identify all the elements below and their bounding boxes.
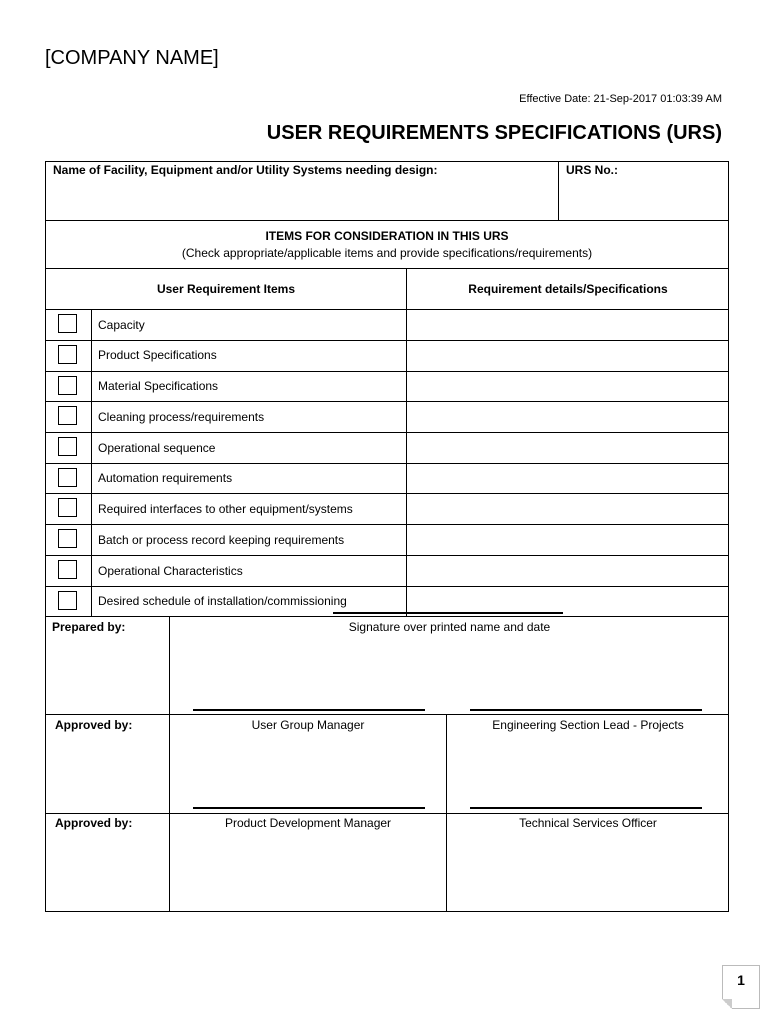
item-label: Material Specifications (98, 379, 219, 393)
item-label: Capacity (98, 318, 145, 332)
consideration-title: ITEMS FOR CONSIDERATION IN THIS URS (265, 229, 509, 243)
item-checkbox[interactable] (58, 437, 77, 456)
divider-line (45, 268, 729, 269)
technical-services-caption: Technical Services Officer (519, 816, 657, 830)
column-header-details: Requirement details/Specifications (468, 282, 668, 296)
product-dev-manager-caption: Product Development Manager (224, 816, 392, 830)
divider-line (45, 555, 729, 556)
item-checkbox[interactable] (58, 406, 77, 425)
item-checkbox[interactable] (58, 498, 77, 517)
item-checkbox[interactable] (58, 376, 77, 395)
item-label: Batch or process record keeping requirements (98, 533, 345, 547)
urs-number-label: URS No.: (566, 163, 618, 177)
item-checkbox[interactable] (58, 345, 77, 364)
prepared-by-label: Prepared by: (52, 620, 126, 634)
item-checkbox[interactable] (58, 468, 77, 487)
item-label: Required interfaces to other equipment/systems (98, 502, 353, 516)
item-label: Product Specifications (98, 348, 217, 362)
divider-line (45, 616, 729, 617)
approved-by-label: Approved by: (55, 718, 133, 732)
signature-line (470, 807, 702, 809)
divider-line (45, 714, 729, 715)
item-label: Operational Characteristics (98, 564, 243, 578)
item-checkbox[interactable] (58, 560, 77, 579)
signoff-label-divider (169, 616, 170, 912)
column-header-items: User Requirement Items (156, 282, 296, 296)
document-title: USER REQUIREMENTS SPECIFICATIONS (URS) (266, 122, 722, 144)
user-group-manager-caption: User Group Manager (251, 718, 365, 732)
item-underline (333, 612, 563, 614)
divider-line (45, 463, 729, 464)
facility-label: Name of Facility, Equipment and/or Utility Systems needing design: (53, 163, 438, 177)
consideration-subtitle: (Check appropriate/applicable items and provide specifications/requirements) (181, 246, 593, 260)
divider-line (45, 813, 729, 814)
divider-line (45, 371, 729, 372)
approved-by-label: Approved by: (55, 816, 133, 830)
item-checkbox[interactable] (58, 529, 77, 548)
effective-date: Effective Date: 21-Sep-2017 01:03:39 AM (519, 93, 722, 105)
divider-line (45, 220, 729, 221)
item-label: Automation requirements (98, 471, 233, 485)
column-divider (406, 268, 407, 617)
item-label: Cleaning process/requirements (98, 410, 265, 424)
signature-line (470, 709, 702, 711)
engineering-lead-caption: Engineering Section Lead - Projects (492, 718, 684, 732)
urs-divider (558, 161, 559, 221)
divider-line (45, 309, 729, 310)
divider-line (45, 340, 729, 341)
company-name: [COMPANY NAME] (45, 47, 219, 69)
divider-line (45, 432, 729, 433)
signature-caption: Signature over printed name and date (348, 620, 551, 634)
page-number: 1 (722, 965, 760, 1009)
item-checkbox[interactable] (58, 591, 77, 610)
signature-line (193, 709, 425, 711)
item-checkbox[interactable] (58, 314, 77, 333)
signature-line (193, 807, 425, 809)
divider-line (45, 401, 729, 402)
divider-line (45, 493, 729, 494)
item-label: Desired schedule of installation/commissioning (98, 594, 347, 608)
item-label: Operational sequence (98, 441, 216, 455)
divider-line (45, 586, 729, 587)
divider-line (45, 524, 729, 525)
